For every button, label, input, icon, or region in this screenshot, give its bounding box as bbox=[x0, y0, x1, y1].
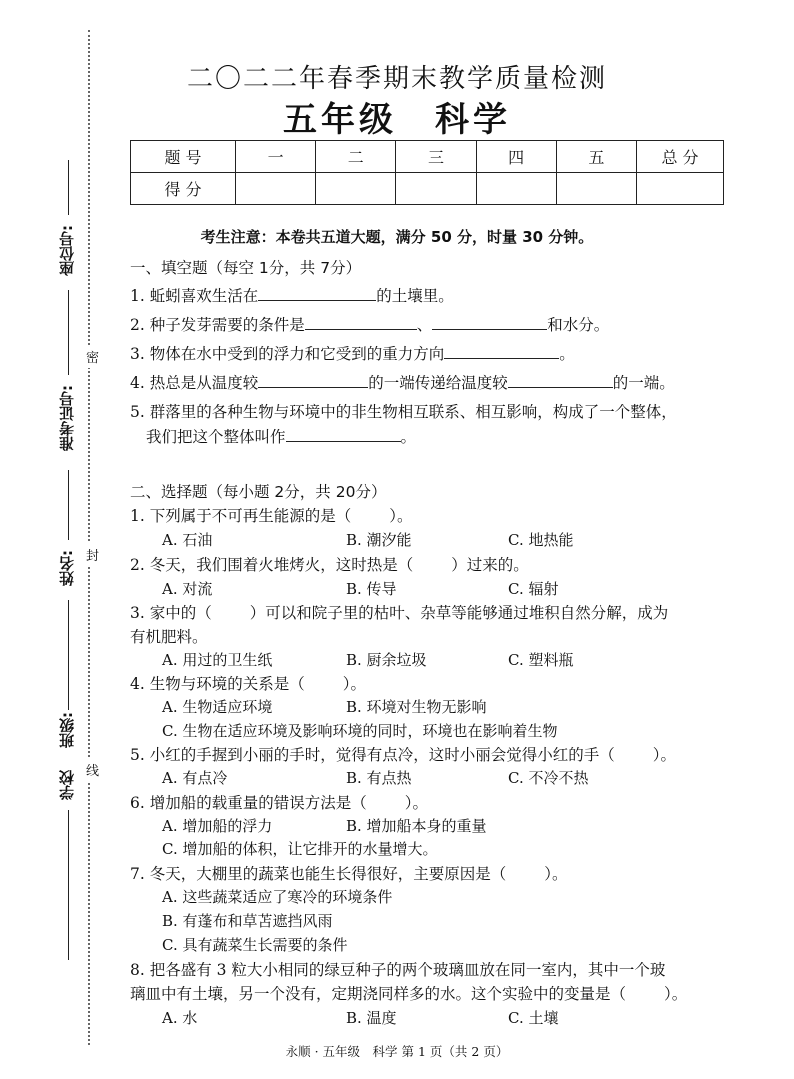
q4-option-a: A. 生物适应环境 bbox=[162, 698, 273, 716]
exam-number-label: 准考证号: bbox=[58, 385, 76, 451]
score-input-5[interactable] bbox=[556, 173, 636, 205]
answer-blank-2a[interactable] bbox=[305, 315, 417, 330]
choice-question-3: 3. 家中的（ ）可以和院子里的枯叶、杂草等能够通过堆积自然分解，成为 bbox=[130, 604, 669, 622]
choice-question-3-line2: 有机肥料。 bbox=[130, 628, 208, 646]
fill-question-4: 4. 热总是从温度较 的一端传递给温度较 的一端。 bbox=[130, 374, 675, 392]
q6-option-a: A. 增加船的浮力 bbox=[162, 817, 273, 835]
seat-number-label: 座位号: bbox=[58, 225, 76, 276]
q1-option-a: A. 石油 bbox=[162, 531, 213, 549]
choice-question-1: 1. 下列属于不可再生能源的是（ ）。 bbox=[130, 507, 413, 525]
exam-notice: 考生注意：本卷共五道大题，满分 50 分，时量 30 分钟。 bbox=[200, 228, 594, 246]
fill-question-2: 2. 种子发芽需要的条件是 、 和水分。 bbox=[130, 316, 610, 334]
answer-blank-3[interactable] bbox=[444, 344, 559, 359]
score-table-score-row bbox=[131, 173, 724, 205]
choice-question-7: 7. 冬天，大棚里的蔬菜也能生长得很好，主要原因是（ ）。 bbox=[130, 865, 568, 883]
name-line bbox=[68, 600, 69, 710]
score-cell-total: 总 分 bbox=[637, 141, 724, 173]
q1-option-c: C. 地热能 bbox=[508, 531, 574, 549]
q6-option-c: C. 增加船的体积，让它排开的水量增大。 bbox=[162, 840, 438, 858]
page-footer: 永顺 · 五年级 科学 第 1 页（共 2 页） bbox=[285, 1044, 509, 1059]
score-row-label: 得 分 bbox=[131, 173, 236, 205]
class-label: 班级: bbox=[58, 712, 76, 748]
binding-dotted-line bbox=[88, 30, 90, 1045]
score-cell-3: 三 bbox=[396, 141, 476, 173]
q1-option-b: B. 潮汐能 bbox=[346, 531, 412, 549]
score-input-total[interactable] bbox=[637, 173, 724, 205]
q7-option-c: C. 具有蔬菜生长需要的条件 bbox=[162, 936, 348, 954]
choice-question-4: 4. 生物与环境的关系是（ ）。 bbox=[130, 675, 366, 693]
choice-question-8-line2: 璃皿中有土壤，另一个没有，定期浇同样多的水。这个实验中的变量是（ ）。 bbox=[130, 985, 688, 1003]
section2-heading: 二、选择题（每小题 2分，共 20分） bbox=[130, 483, 387, 501]
q7-option-a: A. 这些蔬菜适应了寒冷的环境条件 bbox=[162, 888, 393, 906]
exam-title: 二〇二二年春季期末教学质量检测 bbox=[186, 64, 607, 94]
choice-question-6: 6. 增加船的载重量的错误方法是（ ）。 bbox=[130, 794, 428, 812]
q2-option-c: C. 辐射 bbox=[508, 580, 559, 598]
answer-blank-5[interactable] bbox=[286, 427, 401, 442]
seal-char-xian: 线 bbox=[86, 758, 99, 781]
q3-option-c: C. 塑料瓶 bbox=[508, 651, 574, 669]
exam-number-line bbox=[68, 470, 69, 540]
exam-number-line-top bbox=[68, 290, 69, 375]
school-label: 学校 bbox=[58, 770, 76, 800]
score-table-header-row bbox=[131, 141, 724, 173]
q3-option-b: B. 厨余垃圾 bbox=[346, 651, 427, 669]
answer-blank-4a[interactable] bbox=[258, 373, 368, 388]
score-input-4[interactable] bbox=[476, 173, 556, 205]
q8-option-b: B. 温度 bbox=[346, 1009, 397, 1027]
fill-question-3: 3. 物体在水中受到的浮力和它受到的重力方向 。 bbox=[130, 345, 575, 363]
score-table bbox=[130, 140, 724, 205]
q6-option-b: B. 增加船本身的重量 bbox=[346, 817, 487, 835]
q5-option-a: A. 有点冷 bbox=[162, 769, 228, 787]
q8-option-c: C. 土壤 bbox=[508, 1009, 559, 1027]
q5-option-c: C. 不冷不热 bbox=[508, 769, 589, 787]
choice-question-2: 2. 冬天，我们围着火堆烤火，这时热是（ ）过来的。 bbox=[130, 556, 529, 574]
q8-option-a: A. 水 bbox=[162, 1009, 198, 1027]
section1-heading: 一、填空题（每空 1分，共 7分） bbox=[130, 259, 362, 277]
q2-option-b: B. 传导 bbox=[346, 580, 397, 598]
name-label: 姓名: bbox=[58, 550, 76, 586]
fill-question-5-line2: 我们把这个整体叫作 。 bbox=[146, 428, 417, 446]
score-cell-label: 题 号 bbox=[131, 141, 236, 173]
fill-question-1: 1. 蚯蚓喜欢生活在 的土壤里。 bbox=[130, 287, 454, 305]
answer-blank-2b[interactable] bbox=[432, 315, 547, 330]
answer-blank-4b[interactable] bbox=[508, 373, 613, 388]
score-cell-2: 二 bbox=[316, 141, 396, 173]
choice-question-8: 8. 把各盛有 3 粒大小相同的绿豆种子的两个玻璃皿放在同一室内，其中一个玻 bbox=[130, 961, 666, 979]
q3-option-a: A. 用过的卫生纸 bbox=[162, 651, 273, 669]
answer-blank-1[interactable] bbox=[258, 286, 376, 301]
exam-subtitle: 五年级 科学 bbox=[283, 100, 511, 140]
score-input-3[interactable] bbox=[396, 173, 476, 205]
q5-option-b: B. 有点热 bbox=[346, 769, 412, 787]
score-cell-5: 五 bbox=[556, 141, 636, 173]
score-input-1[interactable] bbox=[236, 173, 316, 205]
seat-number-line bbox=[68, 160, 69, 215]
score-input-2[interactable] bbox=[316, 173, 396, 205]
choice-question-5: 5. 小红的手握到小丽的手时，觉得有点冷，这时小丽会觉得小红的手（ ）。 bbox=[130, 746, 676, 764]
score-cell-1: 一 bbox=[236, 141, 316, 173]
seal-char-mi: 密 bbox=[86, 345, 99, 368]
seal-char-feng: 封 bbox=[86, 543, 99, 566]
score-cell-4: 四 bbox=[476, 141, 556, 173]
q4-option-b: B. 环境对生物无影响 bbox=[346, 698, 487, 716]
fill-question-5: 5. 群落里的各种生物与环境中的非生物相互联系、相互影响，构成了一个整体， bbox=[130, 403, 677, 421]
school-line bbox=[68, 810, 69, 960]
q7-option-b: B. 有蓬布和草苫遮挡风雨 bbox=[162, 912, 333, 930]
q4-option-c: C. 生物在适应环境及影响环境的同时，环境也在影响着生物 bbox=[162, 722, 558, 740]
q2-option-a: A. 对流 bbox=[162, 580, 213, 598]
